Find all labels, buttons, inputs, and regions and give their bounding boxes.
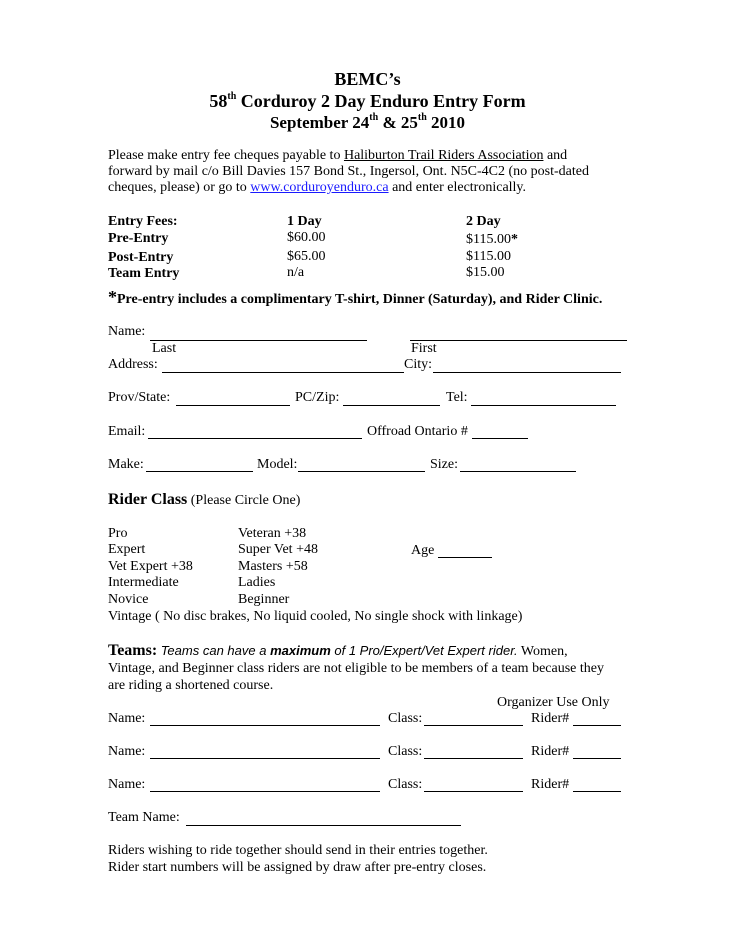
model-field[interactable] (298, 471, 425, 472)
last-caption: Last (152, 341, 177, 356)
event-dates: September 24th & 25th 2010 (269, 112, 466, 132)
make-field[interactable] (146, 471, 253, 472)
team-member-name-field[interactable] (150, 758, 380, 759)
team-member-name-field[interactable] (150, 725, 380, 726)
vintage-class-option[interactable]: Vintage ( No disc brakes, No liquid cooled, No single shock with linkage) (108, 609, 523, 624)
age-field[interactable] (438, 557, 492, 558)
class-option[interactable]: Super Vet +48 (238, 542, 318, 557)
fees-row-label: Pre-Entry (108, 231, 169, 246)
age-label: Age (411, 543, 435, 558)
fees-row-1day: $60.00 (287, 230, 326, 245)
fee-asterisk: * (510, 232, 518, 247)
prov-label: Prov/State: (108, 390, 171, 405)
team-member-class-field[interactable] (424, 725, 523, 726)
team-member-rider-label: Rider# (531, 777, 570, 792)
email-field[interactable] (148, 438, 362, 439)
intro-line-2: forward by mail c/o Bill Davies 157 Bond St., Ingersol, Ont. N5C-4C2 (no post-dated (108, 164, 589, 179)
fees-row-1day: $65.00 (287, 249, 326, 264)
class-option[interactable]: Intermediate (108, 575, 179, 590)
email-label: Email: (108, 424, 146, 439)
class-option[interactable]: Pro (108, 526, 128, 541)
tel-field[interactable] (471, 405, 616, 406)
fees-row-label: Team Entry (108, 266, 180, 281)
intro-line-3: cheques, please) or go to www.corduroyenduro.ca and enter electronically. (108, 180, 527, 195)
team-member-rider-label: Rider# (531, 744, 570, 759)
fees-row-2day: $115.00 (466, 249, 511, 264)
teams-line-1: Teams: Teams can have a maximum of 1 Pro/Expert/Vet Expert rider. Women, (108, 642, 568, 659)
make-label: Make: (108, 457, 144, 472)
city-label: City: (404, 357, 433, 372)
team-member-rider-label: Rider# (531, 711, 570, 726)
team-member-name-label: Name: (108, 711, 146, 726)
size-label: Size: (430, 457, 458, 472)
form-title: BEMC’s (334, 69, 401, 89)
fees-row-1day: n/a (287, 265, 305, 280)
class-option[interactable]: Vet Expert +38 (108, 559, 193, 574)
team-name-field[interactable] (186, 825, 461, 826)
model-label: Model: (257, 457, 298, 472)
address-label: Address: (108, 357, 158, 372)
fees-header-2day: 2 Day (466, 214, 501, 229)
prov-field[interactable] (176, 405, 290, 406)
team-member-rider-field[interactable] (573, 725, 621, 726)
pc-field[interactable] (343, 405, 440, 406)
city-field[interactable] (433, 372, 621, 373)
team-member-name-field[interactable] (150, 791, 380, 792)
class-option[interactable]: Veteran +38 (238, 526, 307, 541)
address-field[interactable] (162, 372, 404, 373)
offroad-field[interactable] (472, 438, 528, 439)
class-option[interactable]: Masters +58 (238, 559, 308, 574)
class-option[interactable]: Novice (108, 592, 149, 607)
class-option[interactable]: Beginner (238, 592, 290, 607)
team-member-class-label: Class: (388, 777, 423, 792)
offroad-label: Offroad Ontario # (367, 424, 468, 439)
team-member-class-label: Class: (388, 711, 423, 726)
pc-label: PC/Zip: (295, 390, 340, 405)
teams-line-3: are riding a shortened course. (108, 678, 274, 693)
form-subtitle: 58th Corduroy 2 Day Enduro Entry Form (209, 91, 526, 111)
intro-line-1: Please make entry fee cheques payable to Haliburton Trail Riders Association and (108, 148, 568, 163)
footer-line-2: Rider start numbers will be assigned by draw after pre-entry closes. (108, 860, 487, 875)
class-option[interactable]: Ladies (238, 575, 276, 590)
first-name-field[interactable] (410, 340, 627, 341)
class-option[interactable]: Expert (108, 542, 146, 557)
team-member-name-label: Name: (108, 777, 146, 792)
payee-name: Haliburton Trail Riders Association (343, 148, 544, 163)
team-member-name-label: Name: (108, 744, 146, 759)
team-member-class-label: Class: (388, 744, 423, 759)
footer-line-1: Riders wishing to ride together should send in their entries together. (108, 843, 488, 858)
last-name-field[interactable] (150, 340, 367, 341)
team-name-label: Team Name: (108, 810, 180, 825)
fees-row-2day: $115.00* (466, 232, 518, 247)
fees-header-1day: 1 Day (287, 214, 322, 229)
fees-header-label: Entry Fees: (108, 214, 178, 229)
rider-class-heading: Rider Class (Please Circle One) (108, 491, 301, 508)
size-field[interactable] (460, 471, 576, 472)
fees-row-label: Post-Entry (108, 250, 174, 265)
website-link[interactable]: www.corduroyenduro.ca (250, 180, 389, 195)
organizer-use-label: Organizer Use Only (497, 695, 610, 710)
team-member-rider-field[interactable] (573, 791, 621, 792)
teams-line-2: Vintage, and Beginner class riders are not eligible to be members of a team because they (108, 661, 604, 676)
first-caption: First (411, 341, 437, 356)
fees-row-2day: $15.00 (466, 265, 505, 280)
team-member-rider-field[interactable] (573, 758, 621, 759)
name-label: Name: (108, 324, 146, 339)
pre-entry-note: *Pre-entry includes a complimentary T-shirt, Dinner (Saturday), and Rider Clinic. (108, 287, 603, 307)
tel-label: Tel: (446, 390, 468, 405)
team-member-class-field[interactable] (424, 791, 523, 792)
team-member-class-field[interactable] (424, 758, 523, 759)
